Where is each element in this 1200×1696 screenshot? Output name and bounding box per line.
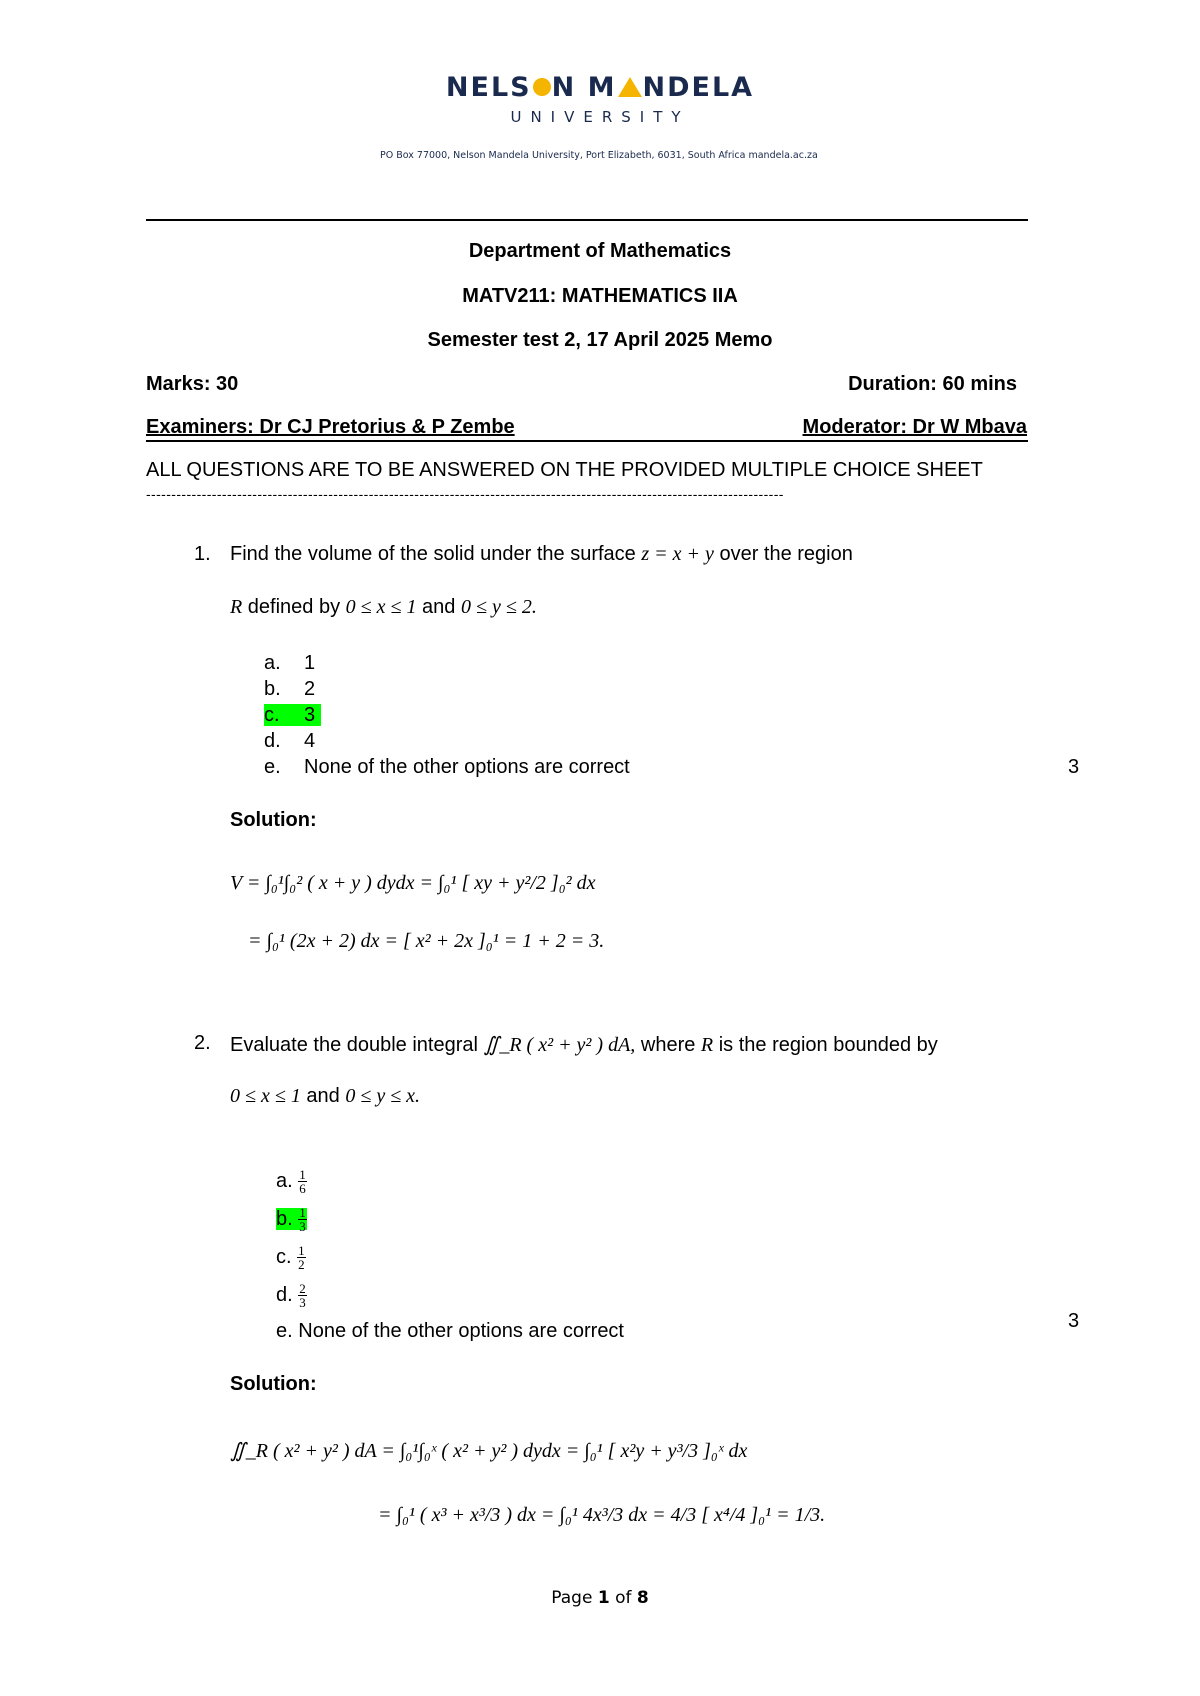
q2-solution-line1: ∬_R ( x² + y² ) dA = ∫₀¹∫₀ˣ ( x² + y² ) dydx = ∫₀¹ [ x²y + y³/3 ]₀ˣ dx (230, 1440, 748, 1462)
q1-and: and (422, 596, 456, 618)
option-text: 3 (304, 704, 316, 726)
q2-text-line1 (230, 1032, 938, 1057)
q2-integral: ∬_R ( x² + y² ) dA, (483, 1034, 636, 1056)
examiner-underline (146, 440, 1028, 442)
letterhead-address: PO Box 77000, Nelson Mandela University, Port Elizabeth, 6031, South Africa mandela.ac.za (380, 150, 818, 161)
of-word: of (615, 1588, 632, 1608)
option-letter: e. (264, 756, 281, 778)
marks-total: Marks: 30 (146, 373, 239, 395)
option-letter: d. (276, 1283, 293, 1306)
option-letter: d. (264, 730, 281, 752)
q1-option-c-correct[interactable] (264, 704, 321, 727)
department-title: Department of Mathematics (468, 240, 732, 262)
q2-option-a[interactable] (276, 1168, 307, 1195)
q1-option-d[interactable] (264, 730, 315, 753)
option-letter: b. (276, 1207, 293, 1230)
q1-region-symbol: R (230, 596, 243, 618)
q1-marks: 3 (1068, 756, 1080, 778)
q1-solution-line1: V = ∫₀¹∫₀² ( x + y ) dydx = ∫₀¹ [ xy + y²/2 ]₀² dx (230, 872, 596, 894)
q2-option-c[interactable] (276, 1244, 306, 1271)
q1-text-line2 (230, 596, 537, 619)
header-rule (146, 219, 1028, 221)
q1-surface: z = x + y (641, 543, 714, 565)
q1-number: 1. (194, 543, 211, 565)
option-fraction (297, 1244, 306, 1271)
q2-y-bounds: 0 ≤ y ≤ x. (345, 1085, 421, 1107)
q2-region-symbol: R (700, 1034, 714, 1056)
q1-option-e[interactable] (264, 756, 630, 779)
q1-solution-line2: = ∫₀¹ (2x + 2) dx = [ x² + 2x ]₀¹ = 1 + 2 = 3. (248, 930, 605, 952)
fraction-denominator: 6 (299, 1181, 306, 1196)
q2-marks: 3 (1068, 1310, 1080, 1332)
logo-sun-icon (533, 78, 551, 96)
q2-number: 2. (194, 1032, 211, 1054)
q2-and: and (306, 1085, 340, 1107)
option-letter: b. (264, 678, 281, 700)
q1-text-line1 (230, 543, 853, 566)
fraction-numerator: 1 (299, 1205, 306, 1220)
fraction-denominator: 3 (299, 1295, 306, 1310)
option-fraction (298, 1206, 307, 1233)
logo-text-left: NELS (445, 72, 532, 103)
university-wordmark: UNIVERSITY (510, 108, 690, 126)
fraction-numerator: 1 (299, 1167, 306, 1182)
logo-text-mid: N M (551, 72, 617, 103)
q2-option-d[interactable] (276, 1282, 307, 1309)
fraction-numerator: 2 (299, 1281, 306, 1296)
option-fraction (298, 1282, 307, 1309)
q2-text-line2 (230, 1085, 420, 1108)
logo-text-right: NDELA (642, 72, 755, 103)
course-title: MATV211: MATHEMATICS IIA (462, 285, 738, 307)
page-word: Page (551, 1588, 593, 1608)
instruction: ALL QUESTIONS ARE TO BE ANSWERED ON THE PROVIDED MULTIPLE CHOICE SHEET (146, 459, 983, 481)
option-text: 1 (304, 652, 316, 674)
q2-x-bounds: 0 ≤ x ≤ 1 (230, 1085, 301, 1107)
duration: Duration: 60 mins (848, 373, 1017, 395)
option-text: 2 (304, 678, 316, 700)
page-number: 1 (597, 1588, 610, 1608)
option-text: None of the other options are correct (304, 756, 630, 778)
moderator: Moderator: Dr W Mbava (802, 416, 1027, 438)
option-letter: a. (276, 1169, 293, 1192)
option-letter: a. (264, 652, 281, 674)
q1-text-a: Find the volume of the solid under the surface (230, 543, 636, 565)
q1-x-bounds: 0 ≤ x ≤ 1 (345, 596, 417, 618)
option-text: 4 (304, 730, 316, 752)
q1-option-b[interactable] (264, 678, 315, 701)
q1-solution-label: Solution: (230, 809, 317, 831)
page-total: 8 (636, 1588, 649, 1608)
test-title: Semester test 2, 17 April 2025 Memo (427, 329, 773, 351)
fraction-numerator: 1 (298, 1243, 305, 1258)
q1-defined-by: defined by (247, 596, 341, 618)
option-letter: c. (276, 1245, 292, 1268)
q2-text-a: Evaluate the double integral (230, 1034, 478, 1056)
option-letter: e. (276, 1320, 293, 1342)
q2-solution-label: Solution: (230, 1373, 317, 1395)
option-text: None of the other options are correct (298, 1320, 624, 1342)
q2-solution-line2: = ∫₀¹ ( x³ + x³/3 ) dx = ∫₀¹ 4x³/3 dx = 4/3 [ x⁴/4 ]₀¹ = 1/3. (378, 1504, 826, 1526)
fraction-denominator: 3 (299, 1219, 306, 1234)
page-footer (0, 1588, 1200, 1608)
q2-where: where (640, 1034, 696, 1056)
dashed-separator: ------------------------------------------------------------------------------------------------------------------------------ (146, 486, 784, 502)
q1-text-b: over the region (719, 543, 853, 565)
q2-option-e[interactable] (276, 1320, 624, 1343)
option-letter: c. (264, 704, 280, 726)
option-fraction (298, 1168, 307, 1195)
fraction-denominator: 2 (298, 1257, 305, 1272)
q1-option-a[interactable] (264, 652, 315, 675)
university-logo (0, 72, 1200, 103)
q2-option-b-correct[interactable] (276, 1206, 307, 1233)
examiners: Examiners: Dr CJ Pretorius & P Zembe (146, 416, 515, 438)
q2-text-c: is the region bounded by (718, 1034, 938, 1056)
q1-y-bounds: 0 ≤ y ≤ 2. (460, 596, 537, 618)
logo-triangle-icon (618, 77, 642, 97)
